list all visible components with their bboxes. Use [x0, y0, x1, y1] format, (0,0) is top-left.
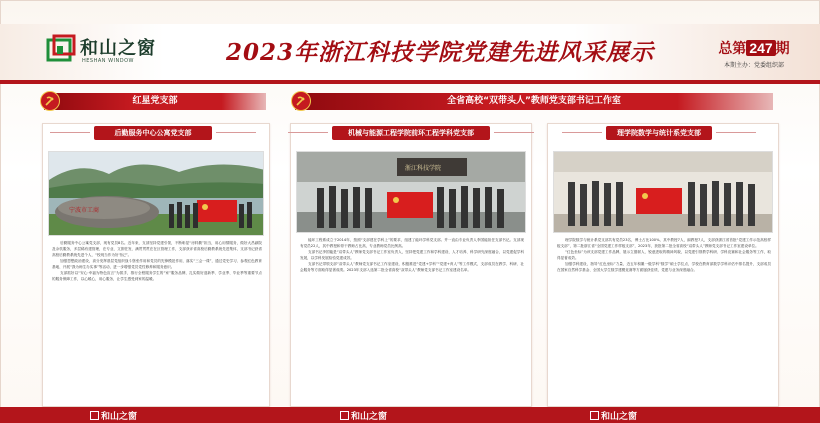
paragraph: 能环工程系成立于2014年，按照“支部建在学科上”的要求，组建了能环学科党支部。并一直由专业负责人李国能担任支部书记。支部现有党员22人，其中教授和骨干教师占比高，专业教师党员比例高。 — [300, 238, 524, 248]
paragraph: 支部书记李国能是“双带头人”教师党支部书记工作室负责人，坚持把党建工作和学科建设、人才培养、科学研究深度融合，以党建促学科发展，以学科发展检验党建成效。 — [300, 250, 524, 260]
section-ribbon-studio — [295, 93, 773, 110]
footer-logo-text: 和山之窗 — [101, 412, 138, 422]
window-logo-icon — [590, 411, 599, 420]
section-title-right: 全省高校“双带头人”教师党支部书记工作室 — [447, 96, 621, 106]
group-photo-math — [553, 151, 773, 233]
footer-logo-text: 和山之窗 — [351, 412, 388, 422]
brand-logo — [46, 30, 166, 76]
paragraph: 后勤服务中心公寓党支部，现有党员8名。近年来，支部坚持党建引领，不断彰显“房料勤”担当，用心用情服务，做好大昌副院及余杭服务，多层稀有建管理，在专业、文旅驻发、满贯贯贯在在区管理工作，支部获评省高校后勤教系统先进集体，支部书记获省高校后勤教系统先进个人，“校现当作为好书记”。 — [52, 241, 262, 257]
brand-name: 和山之窗 — [80, 38, 156, 59]
building-plaque: 浙江科技学院 — [405, 165, 442, 172]
issue-block — [704, 38, 804, 69]
article-math — [557, 237, 771, 367]
paragraph: 支部书记带领支部“双带头人”教师党支部书记工作室建设，积极推进“党建+学科”“党建+育人”等工作模式，支部成员在教学、科研、社会服务等方面取得显著成绩。2023年支部入选第二批全省高校“双带头人”教师党支部书记工作室建设名单。 — [300, 262, 524, 272]
section-ribbon-red-star — [44, 93, 266, 110]
footer-logo — [340, 409, 400, 421]
window-logo-icon — [340, 411, 349, 420]
paragraph: 支部抓好以“安心·幸福为特色宣言”为抓手，推行全程服务学生的“家”服务品牌，扎实做好迎新季、学业季、毕业季等重要节点的服务保障工作，以心暖心，用心服务，让学生感受到家的温暖。 — [52, 271, 262, 281]
stone-inscription: 宁波市工商 — [69, 207, 100, 214]
article-energy — [300, 237, 524, 377]
group-photo-logistics — [48, 151, 264, 236]
group-photo-energy — [296, 151, 526, 233]
issue-suffix: 期 — [775, 40, 790, 56]
footer-logo — [590, 409, 650, 421]
paragraph: 加强思想政治建设，高分发挥基层党组织战斗堡垒作用和党员的先锋模范作用，落实“三会一课”，通过党史学习、参观红色教育基地、开展“我为师生办实事”等活动，进一步增强党员党性修养和服务意识。 — [52, 259, 262, 269]
issue-number: 247 — [746, 40, 775, 56]
window-logo-icon — [90, 411, 99, 420]
paragraph: 理学院数学与统计系党支部共有党员23名，博士占比100%，其中教授7人，副教授7人，支部获浙江省首批“党建工作示范高校样板支部”，第二批浙江省“全国党建工作样板支部”，2023年，获批第二批全省高校“双带头人”教师党支部书记工作室建设单位。 — [557, 238, 771, 248]
issue-prefix: 总第 — [718, 40, 747, 56]
issue-organizer: 本期主办：党委组织部 — [723, 62, 784, 69]
article-logistics — [52, 240, 262, 400]
page-title: 2023年浙江科技学院党建先进风采展示 — [225, 39, 654, 66]
footer-logo — [90, 409, 150, 421]
panel-tag-math: 理学院数学与统计系党支部 — [606, 126, 712, 140]
panel-tag-energy: 机械与能源工程学院前环工程学科党支部 — [332, 126, 490, 140]
header-divider — [0, 80, 820, 84]
paragraph: “红色坐标”为该支部党建工作品牌，展示立德树人、锐意进取的精神风貌，以党建引领教学科研、学科竞赛和社会服务等工作，取得显著成效。 — [557, 250, 771, 260]
brand-subtitle: HESHAN WINDOW — [82, 58, 134, 64]
window-logo-icon — [46, 34, 76, 64]
paragraph: 加强学科建设，指导“红色坐标”力量，近五年积累一级学科“数学”硕士学位点，学校在教育部数学学科评估中排名提升，支部成员在国家自然科学基金、全国大学生数学建模竞赛等方面屡获佳绩，党建与业务深度融合。 — [557, 262, 771, 272]
section-title-left: 红星党支部 — [132, 96, 178, 106]
panel-tag-logistics: 后勤服务中心公寓党支部 — [94, 126, 212, 140]
footer-logo-text: 和山之窗 — [601, 412, 638, 422]
issue-number-line — [704, 38, 804, 58]
